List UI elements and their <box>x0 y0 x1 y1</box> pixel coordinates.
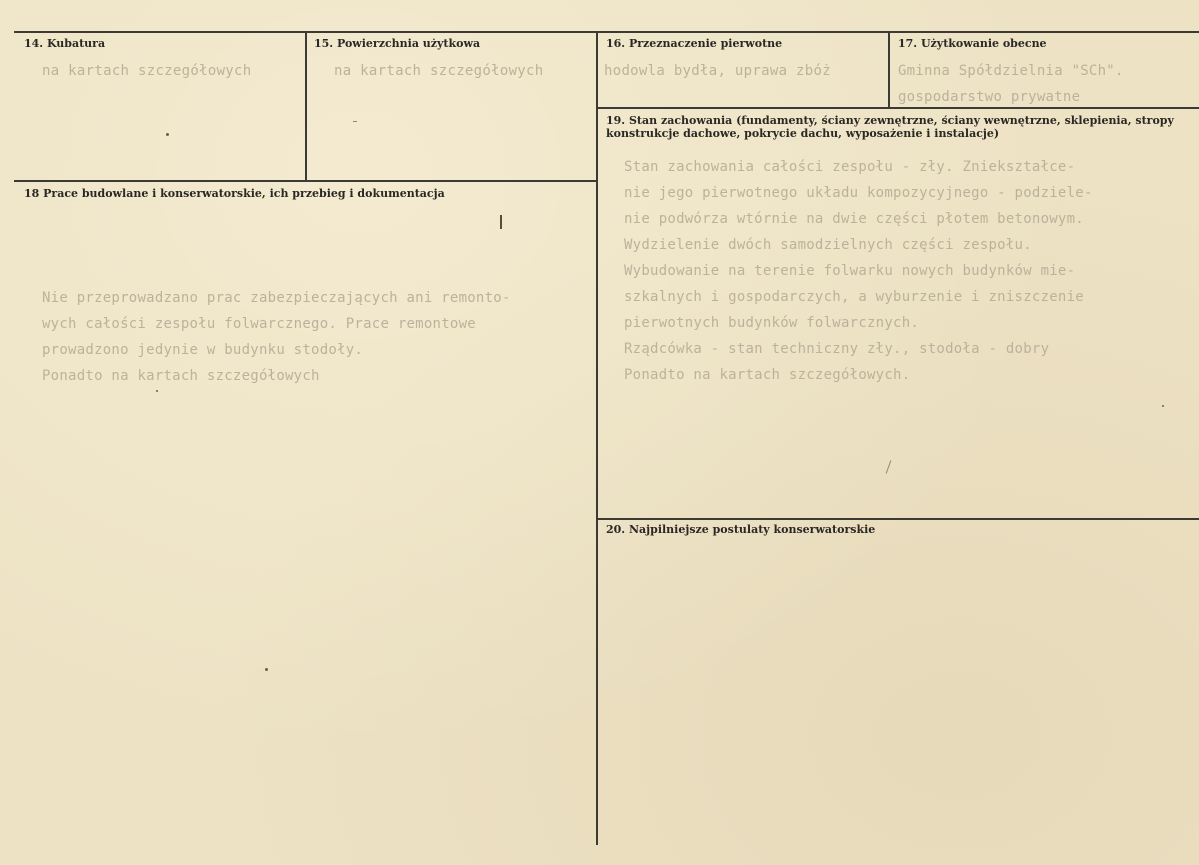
pen-mark <box>353 121 357 122</box>
paper-speck <box>166 133 169 136</box>
field-19-line: nie podwórza wtórnie na dwie części płotem betonowym. <box>624 211 1084 227</box>
rule-below-16-17 <box>596 107 1199 109</box>
divider-16-17 <box>888 31 890 108</box>
field-19-line: Wybudowanie na terenie folwarku nowych budynków mie- <box>624 263 1076 279</box>
center-divider <box>596 31 598 845</box>
field-20-label: 20. Najpilniejsze postulaty konserwatorskie <box>606 523 876 536</box>
divider-14-15 <box>305 31 307 181</box>
field-17-line: Gminna Spółdzielnia "SCh". <box>898 63 1124 79</box>
field-18-value <box>42 285 511 389</box>
field-19-line: Rządcówka - stan techniczny zły., stodoła - dobry <box>624 341 1050 357</box>
field-15-value: na kartach szczegółowych <box>334 63 544 79</box>
pen-mark <box>500 215 502 229</box>
field-18-line: prowadzono jedynie w budynku stodoły. <box>42 342 364 358</box>
paper-speck <box>156 390 158 392</box>
field-16-label: 16. Przeznaczenie pierwotne <box>606 37 783 50</box>
field-17-label: 17. Użytkowanie obecne <box>898 37 1047 50</box>
field-18-line: Nie przeprowadzano prac zabezpieczających ani remonto- <box>42 290 511 306</box>
field-17-line: gospodarstwo prywatne <box>898 89 1081 105</box>
rule-below-14-15 <box>14 180 597 182</box>
field-14-label: 14. Kubatura <box>24 37 106 50</box>
field-18-line: Ponadto na kartach szczegółowych <box>42 368 320 384</box>
field-19-line: Wydzielenie dwóch samodzielnych części zespołu. <box>624 237 1032 253</box>
field-19-line: nie jego pierwotnego układu kompozycyjnego - podziele- <box>624 185 1093 201</box>
field-17-value <box>898 58 1194 106</box>
pen-mark <box>886 460 892 473</box>
field-19-label: 19. Stan zachowania (fundamenty, ściany zewnętrzne, ściany wewnętrzne, sklepienia, stropy konstrukcje dachowe, pokrycie dachu, wyposażenie i instalacje) <box>606 114 1174 140</box>
field-18-label: 18 Prace budowlane i konserwatorskie, ich przebieg i dokumentacja <box>24 187 445 200</box>
rule-below-19 <box>596 518 1199 520</box>
paper-speck <box>265 668 268 671</box>
field-14-value: na kartach szczegółowych <box>42 63 252 79</box>
top-rule <box>14 31 1199 33</box>
field-19-line: Stan zachowania całości zespołu - zły. Zniekształce- <box>624 159 1076 175</box>
field-19-line: szkalnych i gospodarczych, a wyburzenie i zniszczenie <box>624 289 1084 305</box>
field-19-line: pierwotnych budynków folwarcznych. <box>624 315 920 331</box>
field-16-value: hodowla bydła, uprawa zbóż <box>604 63 831 79</box>
paper-speck <box>1162 405 1164 407</box>
field-15-label: 15. Powierzchnia użytkowa <box>314 37 481 50</box>
field-19-value <box>624 154 1093 388</box>
field-19-line: Ponadto na kartach szczegółowych. <box>624 367 911 383</box>
field-18-line: wych całości zespołu folwarcznego. Prace remontowe <box>42 316 476 332</box>
